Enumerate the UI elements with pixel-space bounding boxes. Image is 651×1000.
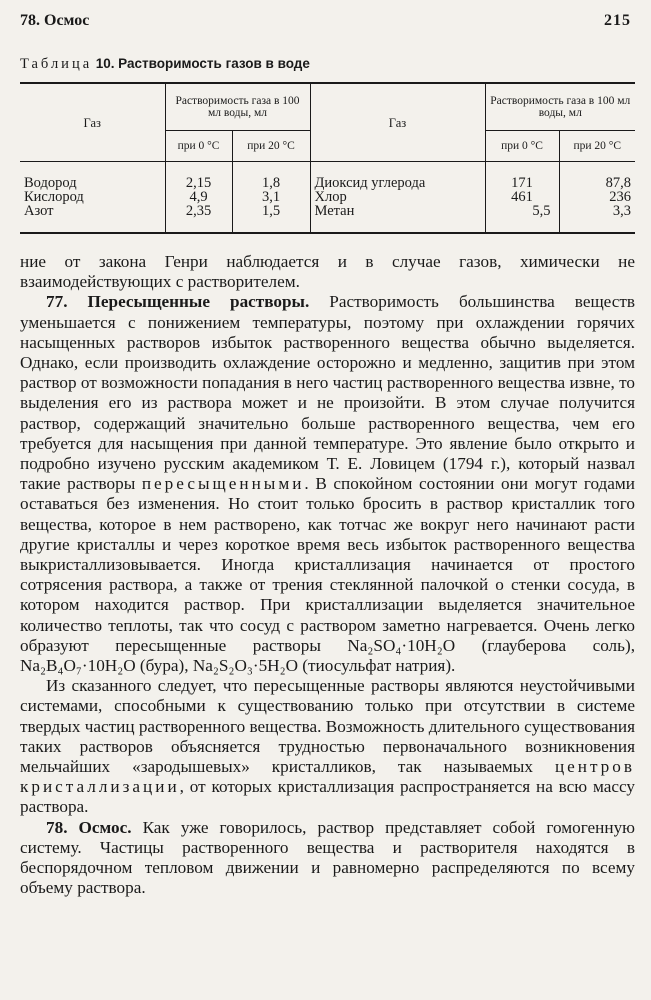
spaced-term: центров кристаллизации xyxy=(20,757,635,797)
value-0c: 461 xyxy=(485,190,559,204)
value-0c: 171 xyxy=(485,162,559,191)
value-20c: 1,8 xyxy=(232,162,310,191)
gas-name: Метан xyxy=(310,204,485,233)
spaced-term: пересыщенными xyxy=(141,474,305,494)
table-caption-title: Растворимость газов в воде xyxy=(118,56,310,71)
page-number: 215 xyxy=(604,12,631,29)
value-0c: 4,9 xyxy=(165,190,232,204)
col-20c-left: при 20 °С xyxy=(232,131,310,162)
value-20c: 3,1 xyxy=(232,190,310,204)
section-heading: 78. Осмос. xyxy=(46,817,132,837)
gas-name: Азот xyxy=(20,204,165,233)
value-0c: 2,15 xyxy=(165,162,232,191)
page-header xyxy=(20,8,631,34)
paragraph-text: Из сказанного следует, что пересыщенные растворы являются неустойчивыми системами, способными к существованию только при отсутствии в системе твердых частиц растворенного вещества. Возможность длительного существования таких растворов объясняется трудностью первоначального возникновения мельчайших «зародышевых» кристалликов, так называемых xyxy=(20,676,635,777)
value-20c: 3,3 xyxy=(559,204,635,233)
paragraph xyxy=(20,676,635,817)
value-20c: 1,5 xyxy=(232,204,310,233)
paragraph xyxy=(20,818,635,899)
table-row xyxy=(20,162,635,191)
col-gas-left: Газ xyxy=(20,83,165,162)
value-20c: 236 xyxy=(559,190,635,204)
body-text xyxy=(20,252,635,899)
solubility-table xyxy=(20,82,635,234)
running-title: 78. Осмос xyxy=(20,12,90,29)
col-solubility-right: Растворимость газа в 100 мл воды, мл xyxy=(485,83,635,131)
value-0c: 5,5 xyxy=(485,204,559,233)
section-heading: 77. Пересыщенные растворы. xyxy=(46,292,310,312)
col-0c-left: при 0 °С xyxy=(165,131,232,162)
paragraph-text: Растворимость большинства веществ уменьшается с понижением температуры, поэтому при охлаждении горячих насыщенных растворов избыток растворенного вещества обычно выделяется. Однако, если производить охлаждение осторожно и медленно, защитив при этом раствор от возможности попадания в него частиц растворенного вещества извне, то выделения его из раствора может и не произойти. В этом случае получится раствор, содержащий значительно больше растворенного вещества, чем его требуется для насыщения при данной температуре. Это явление было открыто и подробно изучено русским академиком Т. Е. Ловицем (1794 г.), который назвал такие растворы xyxy=(20,292,635,494)
table-row xyxy=(20,204,635,233)
table-caption-prefix: Таблица xyxy=(20,56,93,72)
table-caption-number: 10. xyxy=(95,56,115,71)
col-0c-right: при 0 °С xyxy=(485,131,559,162)
gas-name: Водород xyxy=(24,175,77,191)
value-0c: 2,35 xyxy=(165,204,232,233)
gas-name: Диоксид углерода xyxy=(310,162,485,191)
col-solubility-left: Растворимость газа в 100 мл воды, мл xyxy=(165,83,310,131)
col-20c-right: при 20 °С xyxy=(559,131,635,162)
value-20c: 87,8 xyxy=(559,162,635,191)
gas-name: Хлор xyxy=(310,190,485,204)
paragraph-text: Как уже говорилось, раствор представляет собой гомогенную систему. Частицы растворенного вещества и растворителя находятся в беспорядочном тепловом движении и равномерно распределяются по всему объему раствора. xyxy=(20,817,635,898)
paragraph: ние от закона Генри наблюдается и в случае газов, химически не взаимодействующих с растворителем. xyxy=(20,252,635,292)
paragraph-text: , от которых кристаллизация распространяется на всю массу раствора. xyxy=(20,777,635,817)
col-gas-right: Газ xyxy=(310,83,485,162)
paragraph xyxy=(20,292,635,676)
table-caption xyxy=(20,56,310,73)
paragraph-text: . В спокойном состоянии они могут годами оставаться без изменения. Но стоит только бросить в раствор кристаллик того вещества, которое в нем растворено, как тотчас же вокруг него начинают расти другие кристаллы и через короткое время весь избыток растворенного вещества выкристаллизовывается. Иногда кристаллизация начинается от простого сотрясения раствора, а также от трения стеклянной палочкой о стенки сосуда, в котором находится раствор. При кристаллизации выделяется значительное количество теплоты, так что сосуд с раствором заметно нагревается. Очень легко образуют пересыщенные растворы Na₂SO₄·10H₂O (глауберова соль), Na₂B₄O₇·10H₂O (бура), Na₂S₂O₃·5H₂O (тиосульфат натрия). xyxy=(20,474,635,676)
gas-name: Кислород xyxy=(24,189,84,205)
table-header-row xyxy=(20,83,635,131)
table-row xyxy=(20,190,635,204)
